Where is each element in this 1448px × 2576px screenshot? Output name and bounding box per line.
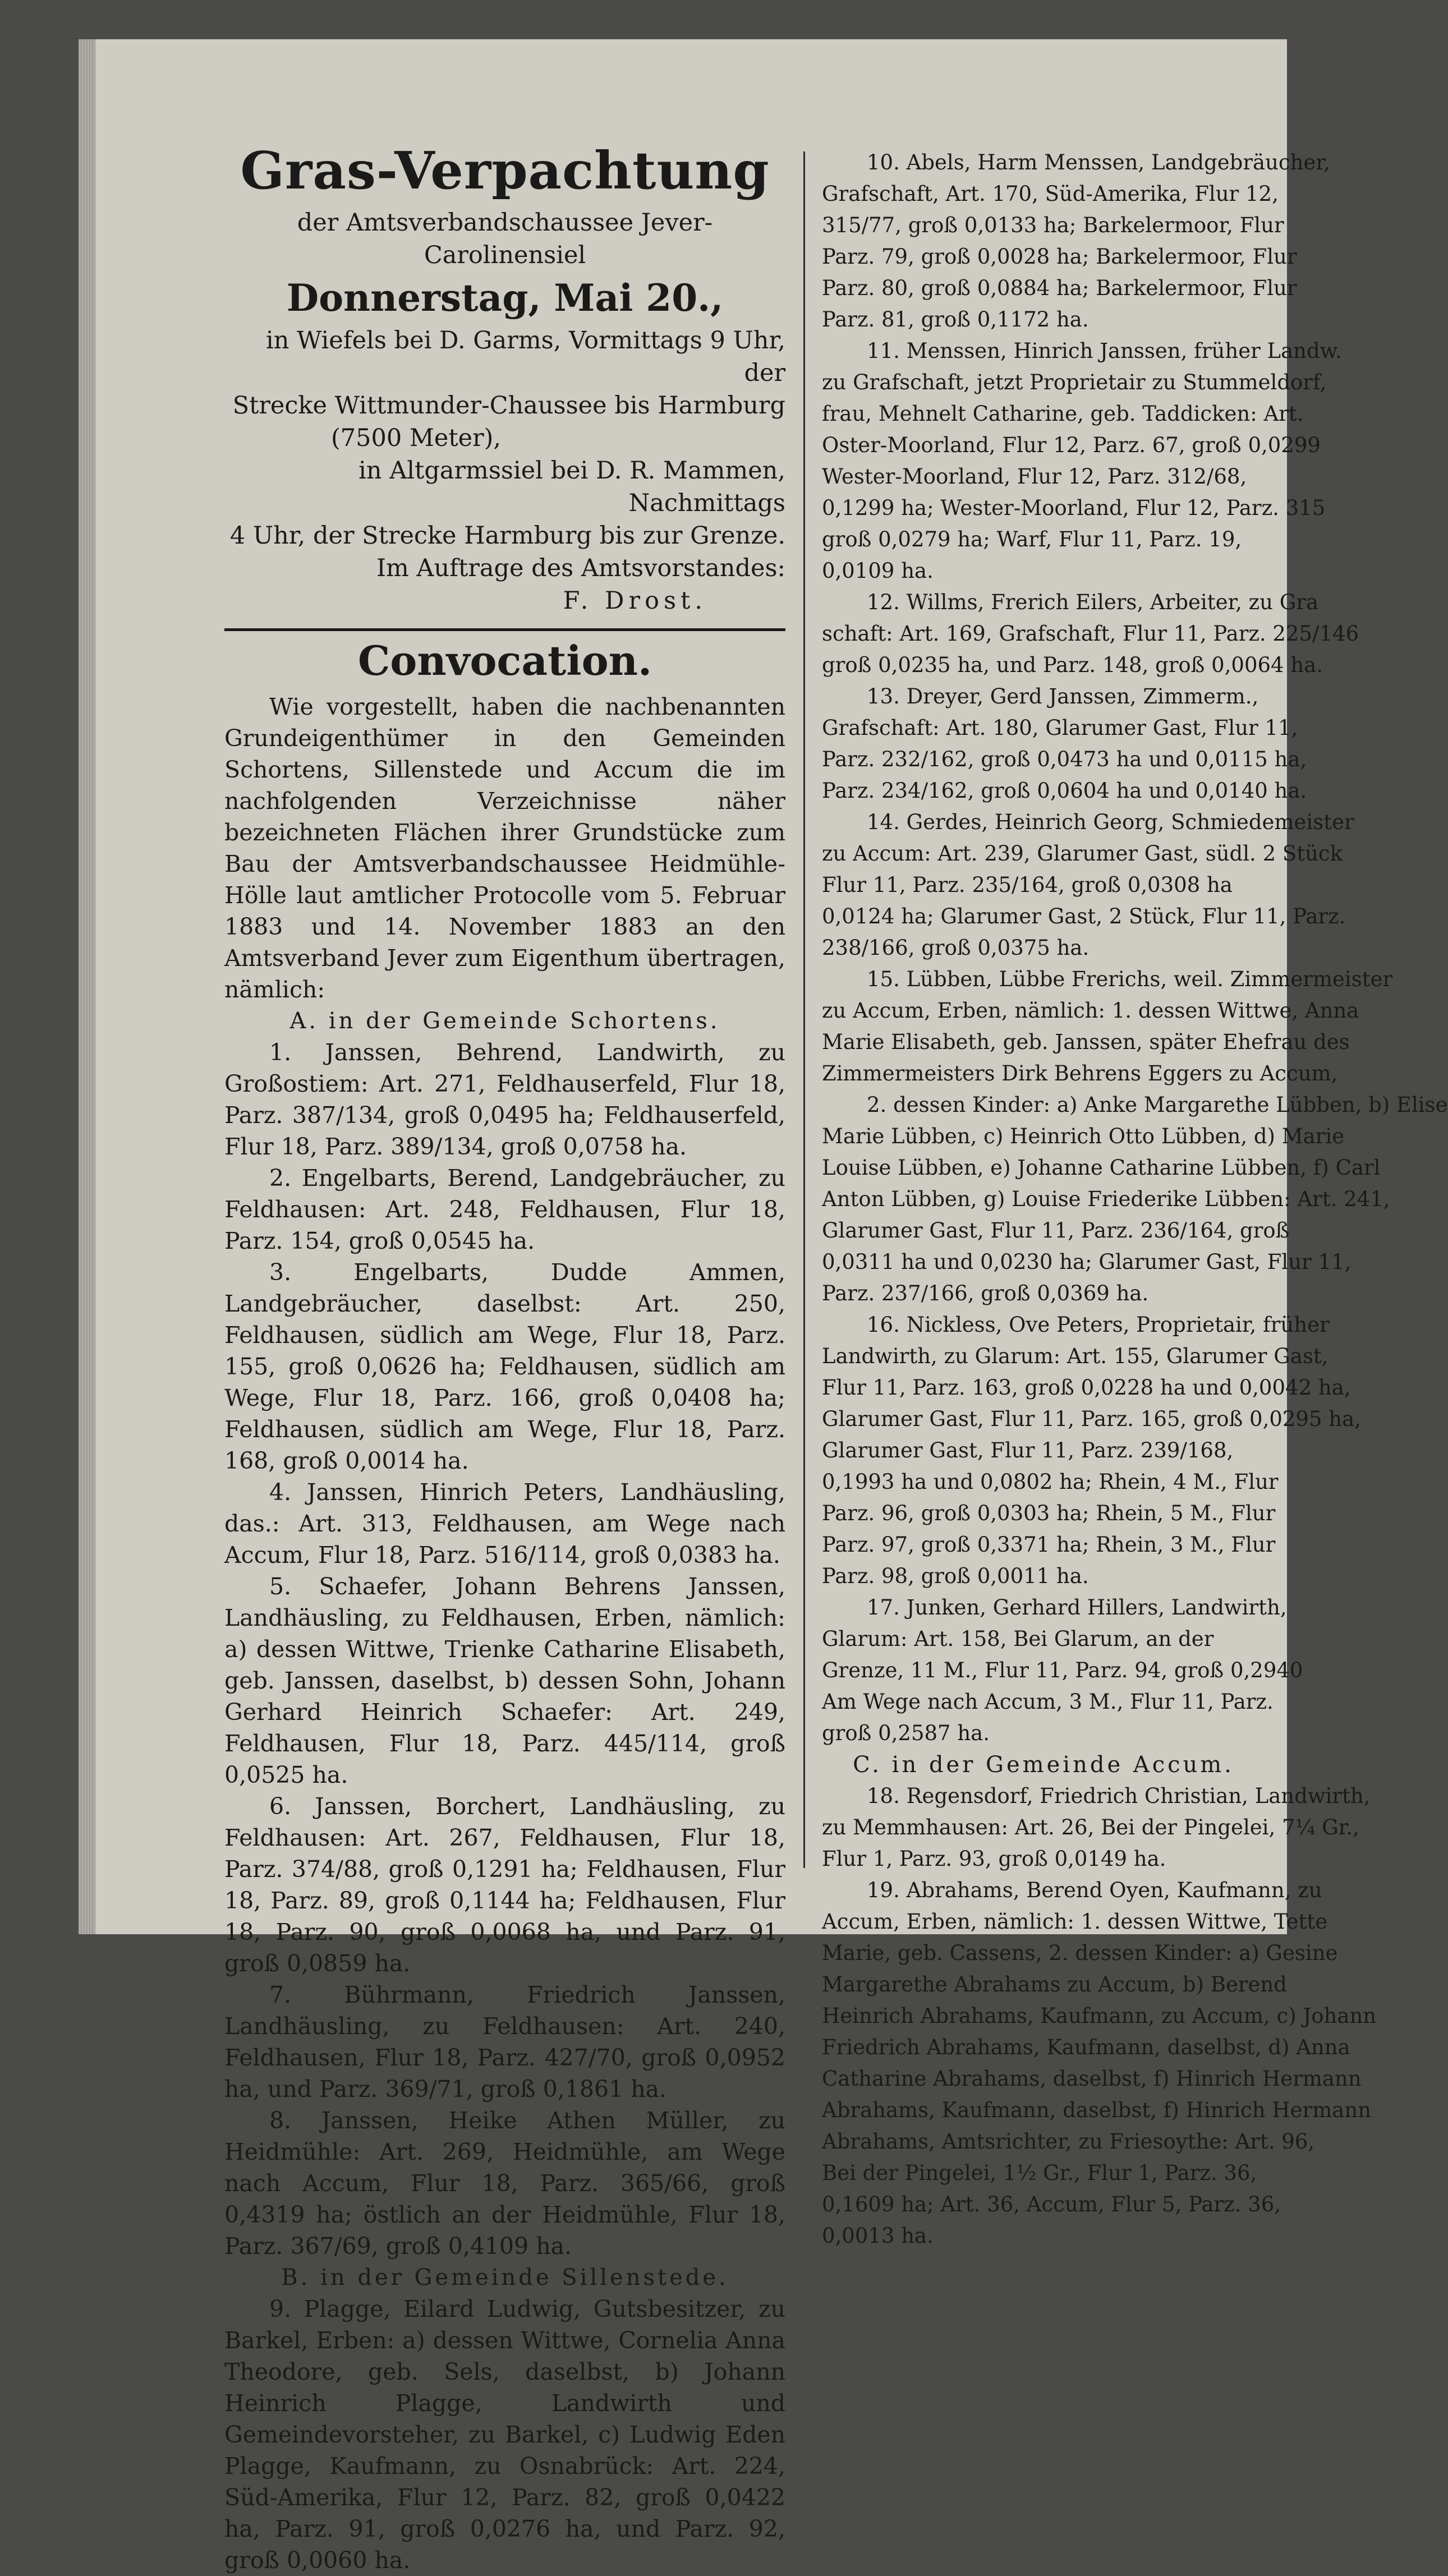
- right-text-line: 238/166, groß 0,0375 ha.: [822, 936, 1090, 960]
- right-text-line: zu Grafschaft, jetzt Proprietair zu Stummeldorf,: [822, 370, 1327, 394]
- right-text-c-line: Margarethe Abrahams zu Accum, b) Berend: [822, 1972, 1287, 1997]
- right-text-line: Landwirth, zu Glarum: Art. 155, Glarumer Gast,: [822, 1344, 1329, 1368]
- right-text-line: Louise Lübben, e) Johanne Catharine Lübben, f) Carl: [822, 1156, 1381, 1180]
- right-text-line: 0,0311 ha und 0,0230 ha; Glarumer Gast, Flur 11,: [822, 1250, 1352, 1274]
- ad-line-3a: in Wiefels bei D. Garms, Vormittags 9 Uhr, der: [266, 326, 785, 387]
- right-text-c-line: 0,1609 ha; Art. 36, Accum, Flur 5, Parz. 36,: [822, 2192, 1281, 2216]
- right-text-line: Grenze, 11 M., Flur 11, Parz. 94, groß 0,2940: [822, 1658, 1303, 1682]
- entry-a-2: 2. Engelbarts, Berend, Landgebräucher, zu Feldhausen: Art. 248, Feldhausen, Flur 18, Parz. 154, groß 0,0545 ha.: [224, 1165, 785, 1254]
- ad-line-4a: in Altgarmssiel bei D. R. Mammen, Nachmittags: [358, 457, 785, 517]
- right-text-line: 13. Dreyer, Gerd Janssen, Zimmerm.,: [867, 684, 1259, 709]
- right-text-c-line: Abrahams, Amtsrichter, zu Friesoythe: Art. 96,: [822, 2129, 1315, 2154]
- right-text-line: 17. Junken, Gerhard Hillers, Landwirth,: [867, 1595, 1287, 1620]
- right-column-lines: [822, 147, 1448, 1749]
- entry-a-8: 8. Janssen, Heike Athen Müller, zu Heidmühle: Art. 269, Heidmühle, am Wege nach Accum, Flur 18, Parz. 365/66, groß 0,4319 ha; östlich an der Heidmühle, Flur 18, Parz. 367/69, groß 0,4109 ha.: [224, 2107, 785, 2260]
- right-text-line: 2. dessen Kinder: a) Anke Margarethe Lübben, b) Elise: [867, 1093, 1448, 1117]
- right-text-line: Parz. 234/162, groß 0,0604 ha und 0,0140 ha.: [822, 779, 1307, 803]
- right-text-c-line: 19. Abrahams, Berend Oyen, Kaufmann, zu: [867, 1878, 1322, 1902]
- left-column: [224, 101, 785, 2576]
- entry-a-3: 3. Engelbarts, Dudde Ammen, Landgebräucher, daselbst: Art. 250, Feldhausen, südlich am Wege, Flur 18, Parz. 155, groß 0,0626 ha; Feldhausen, südlich am Wege, Flur 18, Parz. 166, groß 0,0408 ha; Feldhausen, südlich am Wege, Flur 18, Parz. 168, groß 0,0014 ha.: [224, 1259, 785, 1474]
- entry-a-4: 4. Janssen, Hinrich Peters, Landhäusling, das.: Art. 313, Feldhausen, am Wege nach Accum, Flur 18, Parz. 516/114, groß 0,0383 ha.: [224, 1479, 785, 1568]
- right-text-line: 0,0124 ha; Glarumer Gast, 2 Stück, Flur 11, Parz.: [822, 904, 1346, 928]
- right-text-line: 0,1993 ha und 0,0802 ha; Rhein, 4 M., Flur: [822, 1470, 1279, 1494]
- right-text-line: Grafschaft: Art. 180, Glarumer Gast, Flur 11,: [822, 716, 1298, 740]
- right-text-line: Parz. 97, groß 0,3371 ha; Rhein, 3 M., Flur: [822, 1533, 1276, 1557]
- right-text-c-line: Flur 1, Parz. 93, groß 0,0149 ha.: [822, 1847, 1166, 1871]
- right-text-line: Parz. 96, groß 0,0303 ha; Rhein, 5 M., Flur: [822, 1501, 1276, 1525]
- right-text-c-line: Bei der Pingelei, 1½ Gr., Flur 1, Parz. 36,: [822, 2161, 1257, 2185]
- right-text-line: Glarumer Gast, Flur 11, Parz. 239/168,: [822, 1438, 1234, 1462]
- column-divider: [803, 151, 805, 1868]
- entry-a-6: 6. Janssen, Borchert, Landhäusling, zu Feldhausen: Art. 267, Feldhausen, Flur 18, Parz. 374/88, groß 0,1291 ha; Feldhausen, Flur 18, Parz. 89, groß 0,1144 ha; Feldhausen, Flur 18, Parz. 90, groß 0,0068 ha, und Parz. 91, groß 0,0859 ha.: [224, 1793, 785, 1977]
- section-b-heading: B. in der Gemeinde Sillenstede.: [281, 2265, 729, 2290]
- right-text-line: Am Wege nach Accum, 3 M., Flur 11, Parz.: [822, 1690, 1274, 1714]
- section-a-heading: A. in der Gemeinde Schortens.: [289, 1008, 720, 1034]
- right-text-line: Glarum: Art. 158, Bei Glarum, an der: [822, 1627, 1214, 1651]
- right-text-line: Marie Lübben, c) Heinrich Otto Lübben, d) Marie: [822, 1124, 1345, 1148]
- right-text-line: 11. Menssen, Hinrich Janssen, früher Landw.: [867, 339, 1342, 363]
- right-text-line: 10. Abels, Harm Menssen, Landgebräucher,: [867, 150, 1330, 174]
- right-text-c-line: Friedrich Abrahams, Kaufmann, daselbst, d) Anna: [822, 2035, 1350, 2059]
- ad-subtitle: der Amtsverbandschaussee Jever-Carolinensiel: [297, 209, 713, 269]
- right-text-line: Parz. 81, groß 0,1172 ha.: [822, 307, 1089, 332]
- right-text-line: Oster-Moorland, Flur 12, Parz. 67, groß 0,0299: [822, 433, 1321, 457]
- convocation-title: Convocation.: [357, 637, 652, 684]
- right-text-c-line: zu Memmhausen: Art. 26, Bei der Pingelei, 7¼ Gr.,: [822, 1815, 1359, 1839]
- right-text-c-line: Heinrich Abrahams, Kaufmann, zu Accum, c) Johann: [822, 2004, 1377, 2028]
- right-text-line: 315/77, groß 0,0133 ha; Barkelermoor, Flur: [822, 213, 1284, 237]
- right-text-line: Parz. 79, groß 0,0028 ha; Barkelermoor, Flur: [822, 245, 1297, 269]
- ad-line-5: Im Auftrage des Amtsvorstandes:: [376, 554, 785, 582]
- right-text-line: Parz. 98, groß 0,0011 ha.: [822, 1564, 1089, 1588]
- right-text-c-line: 18. Regensdorf, Friedrich Christian, Landwirth,: [867, 1784, 1371, 1808]
- right-text-line: 15. Lübben, Lübbe Frerichs, weil. Zimmermeister: [867, 967, 1393, 991]
- right-text-line: Zimmermeisters Dirk Behrens Eggers zu Accum,: [822, 1061, 1338, 1085]
- right-text-line: Parz. 80, groß 0,0884 ha; Barkelermoor, Flur: [822, 276, 1297, 300]
- right-text-line: Marie Elisabeth, geb. Janssen, später Ehefrau des: [822, 1030, 1350, 1054]
- ad-line-3c: (7500 Meter),: [331, 424, 502, 452]
- right-text-line: 12. Willms, Frerich Eilers, Arbeiter, zu Gra: [867, 590, 1319, 614]
- right-text-line: 16. Nickless, Ove Peters, Proprietair, früher: [867, 1313, 1330, 1337]
- right-text-line: Anton Lübben, g) Louise Friederike Lübben: Art. 241,: [822, 1187, 1390, 1211]
- right-text-line: zu Accum: Art. 239, Glarumer Gast, südl. 2 Stück: [822, 841, 1343, 866]
- entry-a-7: 7. Bührmann, Friedrich Janssen, Landhäusling, zu Feldhausen: Art. 240, Feldhausen, Flur 18, Parz. 427/70, groß 0,0952 ha, und Parz. 369/71, groß 0,1861 ha.: [224, 1981, 785, 2103]
- right-text-line: Flur 11, Parz. 235/164, groß 0,0308 ha: [822, 873, 1233, 897]
- right-text-line: Glarumer Gast, Flur 11, Parz. 236/164, groß: [822, 1218, 1290, 1243]
- right-text-line: Flur 11, Parz. 163, groß 0,0228 ha und 0,0042 ha,: [822, 1376, 1351, 1400]
- entry-b-9: 9. Plagge, Eilard Ludwig, Gutsbesitzer, zu Barkel, Erben: a) dessen Wittwe, Cornelia Anna Theodore, geb. Sels, daselbst, b) Johann Heinrich Plagge, Landwirth und Gemeindevorsteher, zu Barkel, c) Ludwig Eden Plagge, Kaufmann, zu Osnabrück: Art. 224, Süd-Amerika, Flur 12, Parz. 82, groß 0,0422 ha, Parz. 91, groß 0,0276 ha, und Parz. 92, groß 0,0060 ha.: [224, 2296, 785, 2574]
- right-text-c-line: 0,0013 ha.: [822, 2224, 934, 2248]
- ad-date: Donnerstag, Mai 20.,: [286, 276, 724, 320]
- section-rule: [224, 628, 785, 631]
- right-text-line: 0,0109 ha.: [822, 559, 934, 583]
- right-text-line: groß 0,0235 ha, und Parz. 148, groß 0,0064 ha.: [822, 653, 1323, 677]
- right-text-line: groß 0,2587 ha.: [822, 1721, 990, 1745]
- right-text-c-line: Catharine Abrahams, daselbst, f) Hinrich Hermann: [822, 2067, 1362, 2091]
- right-text-line: zu Accum, Erben, nämlich: 1. dessen Wittwe, Anna: [822, 999, 1359, 1023]
- entry-a-1: 1. Janssen, Behrend, Landwirth, zu Großostiem: Art. 271, Feldhauserfeld, Flur 18, Parz. 387/134, groß 0,0495 ha; Feldhauserfeld, Flur 18, Parz. 389/134, groß 0,0758 ha.: [224, 1039, 785, 1160]
- right-text-line: schaft: Art. 169, Grafschaft, Flur 11, Parz. 225/146: [822, 622, 1359, 646]
- right-column-lines-c: [822, 1781, 1377, 2252]
- right-column: [822, 147, 1448, 2252]
- right-text-line: 0,1299 ha; Wester-Moorland, Flur 12, Parz. 315: [822, 496, 1326, 520]
- right-text-line: Wester-Moorland, Flur 12, Parz. 312/68,: [822, 464, 1247, 489]
- right-text-line: 14. Gerdes, Heinrich Georg, Schmiedemeister: [867, 810, 1354, 834]
- section-c-heading: C. in der Gemeinde Accum.: [853, 1752, 1234, 1778]
- right-text-c-line: Marie, geb. Cassens, 2. dessen Kinder: a) Gesine: [822, 1941, 1338, 1965]
- ad-line-4b: 4 Uhr, der Strecke Harmburg bis zur Grenze.: [229, 522, 785, 550]
- entry-a-5: 5. Schaefer, Johann Behrens Janssen, Landhäusling, zu Feldhausen, Erben, nämlich: a) dessen Wittwe, Trienke Catharine Elisabeth, geb. Janssen, daselbst, b) dessen Sohn, Johann Gerhard Heinrich Schaefer: Art. 249, Feldhausen, Flur 18, Parz. 445/114, groß 0,0525 ha.: [224, 1573, 785, 1788]
- right-text-line: groß 0,0279 ha; Warf, Flur 11, Parz. 19,: [822, 527, 1242, 551]
- page-stack-edge: [79, 39, 95, 1934]
- right-text-c-line: Abrahams, Kaufmann, daselbst, f) Hinrich Hermann: [822, 2098, 1372, 2122]
- right-text-c-line: Accum, Erben, nämlich: 1. dessen Wittwe, Tette: [822, 1910, 1328, 1934]
- ad-line-3b: Strecke Wittmunder-Chaussee bis Harmburg: [232, 392, 785, 420]
- ad-title: Gras-Verpachtung: [240, 140, 770, 201]
- convocation-intro: Wie vorgestellt, haben die nachbenannten Grundeigenthümer in den Gemeinden Schortens, Sillenstede und Accum die im nachfolgenden Verzeichnisse näher bezeichneten Flächen ihrer Grundstücke zum Bau der Amtsverbandschaussee Heidmühle-Hölle laut amtlicher Protocolle vom 5. Februar 1883 und 14. November 1883 an den Amtsverband Jever zum Eigenthum übertragen, nämlich:: [224, 693, 785, 1003]
- ad-signature: F. Drost.: [563, 587, 707, 615]
- right-text-line: Parz. 232/162, groß 0,0473 ha und 0,0115 ha,: [822, 747, 1307, 771]
- right-text-line: frau, Mehnelt Catharine, geb. Taddicken: Art.: [822, 402, 1304, 426]
- right-text-line: Grafschaft, Art. 170, Süd-Amerika, Flur 12,: [822, 182, 1279, 206]
- right-text-line: Parz. 237/166, groß 0,0369 ha.: [822, 1281, 1149, 1305]
- right-text-line: Glarumer Gast, Flur 11, Parz. 165, groß 0,0295 ha,: [822, 1407, 1361, 1431]
